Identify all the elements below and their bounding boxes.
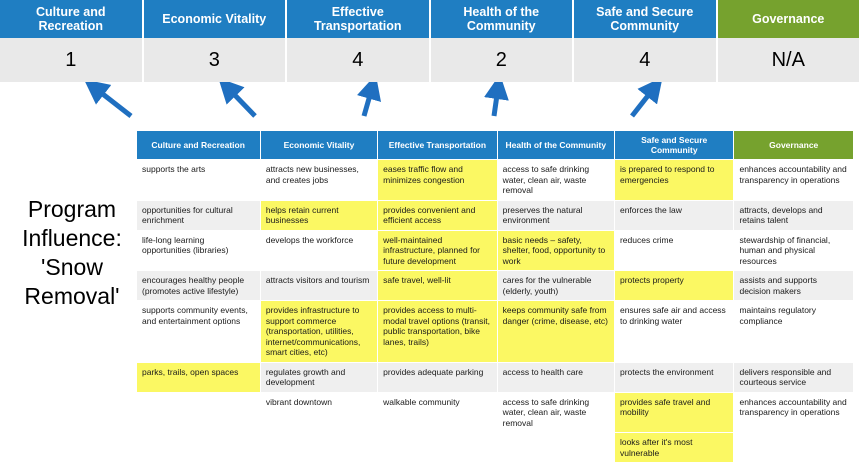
value-effective-transportation: 4: [287, 38, 431, 82]
arrow-culture-and-recreation: [95, 88, 131, 116]
matrix-cell: opportunities for cultural enrichment: [137, 200, 261, 230]
caption-line-1: Program: [27, 196, 117, 222]
program-influence-caption: [8, 195, 136, 311]
value-governance: N/A: [771, 48, 805, 71]
matrix-cell-empty: [137, 433, 261, 463]
matrix-cell: walkable community: [378, 392, 498, 433]
matrix-cell: develops the workforce: [260, 230, 377, 271]
matrix-cell: encourages healthy people (promotes active lifestyle): [137, 271, 261, 301]
matrix-cell: preserves the natural environment: [497, 200, 614, 230]
matrix-cell: supports community events, and entertainment options: [137, 301, 261, 363]
matrix-cell: ensures safe air and access to drinking water: [614, 301, 734, 363]
matrix-cell: access to health care: [497, 362, 614, 392]
header-safe-and-secure-community: [574, 0, 718, 38]
header-label: Health of the Community: [463, 5, 540, 33]
matrix-cell: provides safe travel and mobility: [614, 392, 734, 433]
matrix-cell: is prepared to respond to emergencies: [614, 160, 734, 201]
matrix-cell: provides adequate parking: [378, 362, 498, 392]
table-row: [137, 301, 854, 363]
table-row: [137, 230, 854, 271]
matrix-cell-empty: [137, 392, 261, 433]
arrow-effective-transportation: [364, 88, 372, 116]
value-safe-and-secure-community: 4: [574, 38, 718, 82]
matrix-cell: protects property: [614, 271, 734, 301]
matrix-cell: maintains regulatory compliance: [734, 301, 854, 363]
matrix-cell: safe travel, well-lit: [378, 271, 498, 301]
matrix-cell: provides infrastructure to support commerce (transportation, utilities, internet/communications, smart cities, etc): [260, 301, 377, 363]
header-label: Culture and Recreation: [36, 5, 106, 33]
matrix-header-economic-vitality: Economic Vitality: [260, 131, 377, 160]
arrow-group: [0, 82, 859, 132]
matrix-cell-empty: [378, 433, 498, 463]
matrix-cell-empty: [734, 433, 854, 463]
table-row: [137, 362, 854, 392]
arrow-safe-and-secure-community: [632, 88, 654, 116]
table-row: [137, 433, 854, 463]
value-health-of-the-community: 2: [431, 38, 575, 82]
header-label: Governance: [752, 12, 825, 26]
matrix-header-governance: Governance: [734, 131, 854, 160]
matrix-cell: looks after it's most vulnerable: [614, 433, 734, 463]
matrix-cell: keeps community safe from danger (crime, disease, etc): [497, 301, 614, 363]
matrix-table: [136, 131, 854, 463]
matrix-cell: regulates growth and development: [260, 362, 377, 392]
matrix-header-culture-and-recreation: Culture and Recreation: [137, 131, 261, 160]
matrix-cell: delivers responsible and courteous service: [734, 362, 854, 392]
header-label: Economic Vitality: [162, 12, 267, 26]
matrix-header-row: [137, 131, 854, 160]
matrix-cell: eases traffic flow and minimizes congestion: [378, 160, 498, 201]
matrix-cell: stewardship of financial, human and physical resources: [734, 230, 854, 271]
matrix-cell: life-long learning opportunities (libraries): [137, 230, 261, 271]
matrix-cell: reduces crime: [614, 230, 734, 271]
table-row: [137, 160, 854, 201]
matrix-cell: well-maintained infrastructure, planned for future development: [378, 230, 498, 271]
matrix-cell: helps retain current businesses: [260, 200, 377, 230]
matrix-cell: access to safe drinking water, clean air, waste removal: [497, 392, 614, 433]
table-row: [137, 271, 854, 301]
header-economic-vitality: [144, 0, 288, 38]
scorecard-value-row: [0, 38, 859, 82]
matrix-header-safe-and-secure-community: Safe and Secure Community: [614, 131, 734, 160]
caption-line-3: 'Snow: [41, 254, 103, 280]
arrow-economic-vitality: [228, 88, 255, 116]
header-culture-and-recreation: [0, 0, 144, 38]
arrows-svg: [0, 82, 859, 132]
matrix-cell-empty: [497, 433, 614, 463]
matrix-cell: assists and supports decision makers: [734, 271, 854, 301]
value-culture-and-recreation: 1: [0, 38, 144, 82]
table-row: [137, 392, 854, 433]
matrix-cell: basic needs – safety, shelter, food, opportunity to work: [497, 230, 614, 271]
caption-line-4: Removal': [24, 283, 120, 309]
value-economic-vitality: 3: [144, 38, 288, 82]
header-governance: [718, 0, 859, 38]
influence-matrix: [136, 131, 854, 463]
caption-line-2: Influence:: [22, 225, 122, 251]
arrow-health-of-the-community: [494, 88, 498, 116]
matrix-cell: access to safe drinking water, clean air, waste removal: [497, 160, 614, 201]
matrix-cell: attracts new businesses, and creates jobs: [260, 160, 377, 201]
matrix-cell: protects the environment: [614, 362, 734, 392]
matrix-cell: enhances accountability and transparency in operations: [734, 392, 854, 433]
header-effective-transportation: [287, 0, 431, 38]
matrix-header-effective-transportation: Effective Transportation: [378, 131, 498, 160]
scorecard-header-band: [0, 0, 859, 82]
header-health-of-the-community: [431, 0, 575, 38]
matrix-cell: enforces the law: [614, 200, 734, 230]
matrix-cell: vibrant downtown: [260, 392, 377, 433]
matrix-cell-empty: [260, 433, 377, 463]
scorecard-header-row: [0, 0, 859, 38]
matrix-cell: cares for the vulnerable (elderly, youth): [497, 271, 614, 301]
matrix-cell: enhances accountability and transparency in operations: [734, 160, 854, 201]
header-label: Effective Transportation: [313, 5, 402, 33]
matrix-cell: attracts visitors and tourism: [260, 271, 377, 301]
matrix-cell: supports the arts: [137, 160, 261, 201]
matrix-cell: parks, trails, open spaces: [137, 362, 261, 392]
matrix-cell: attracts, develops and retains talent: [734, 200, 854, 230]
matrix-cell: provides access to multi-modal travel options (transit, public transportation, bike lanes, trails): [378, 301, 498, 363]
header-label: Safe and Secure Community: [596, 5, 694, 33]
matrix-header-health-of-the-community: Health of the Community: [497, 131, 614, 160]
table-row: [137, 200, 854, 230]
matrix-cell: provides convenient and efficient access: [378, 200, 498, 230]
